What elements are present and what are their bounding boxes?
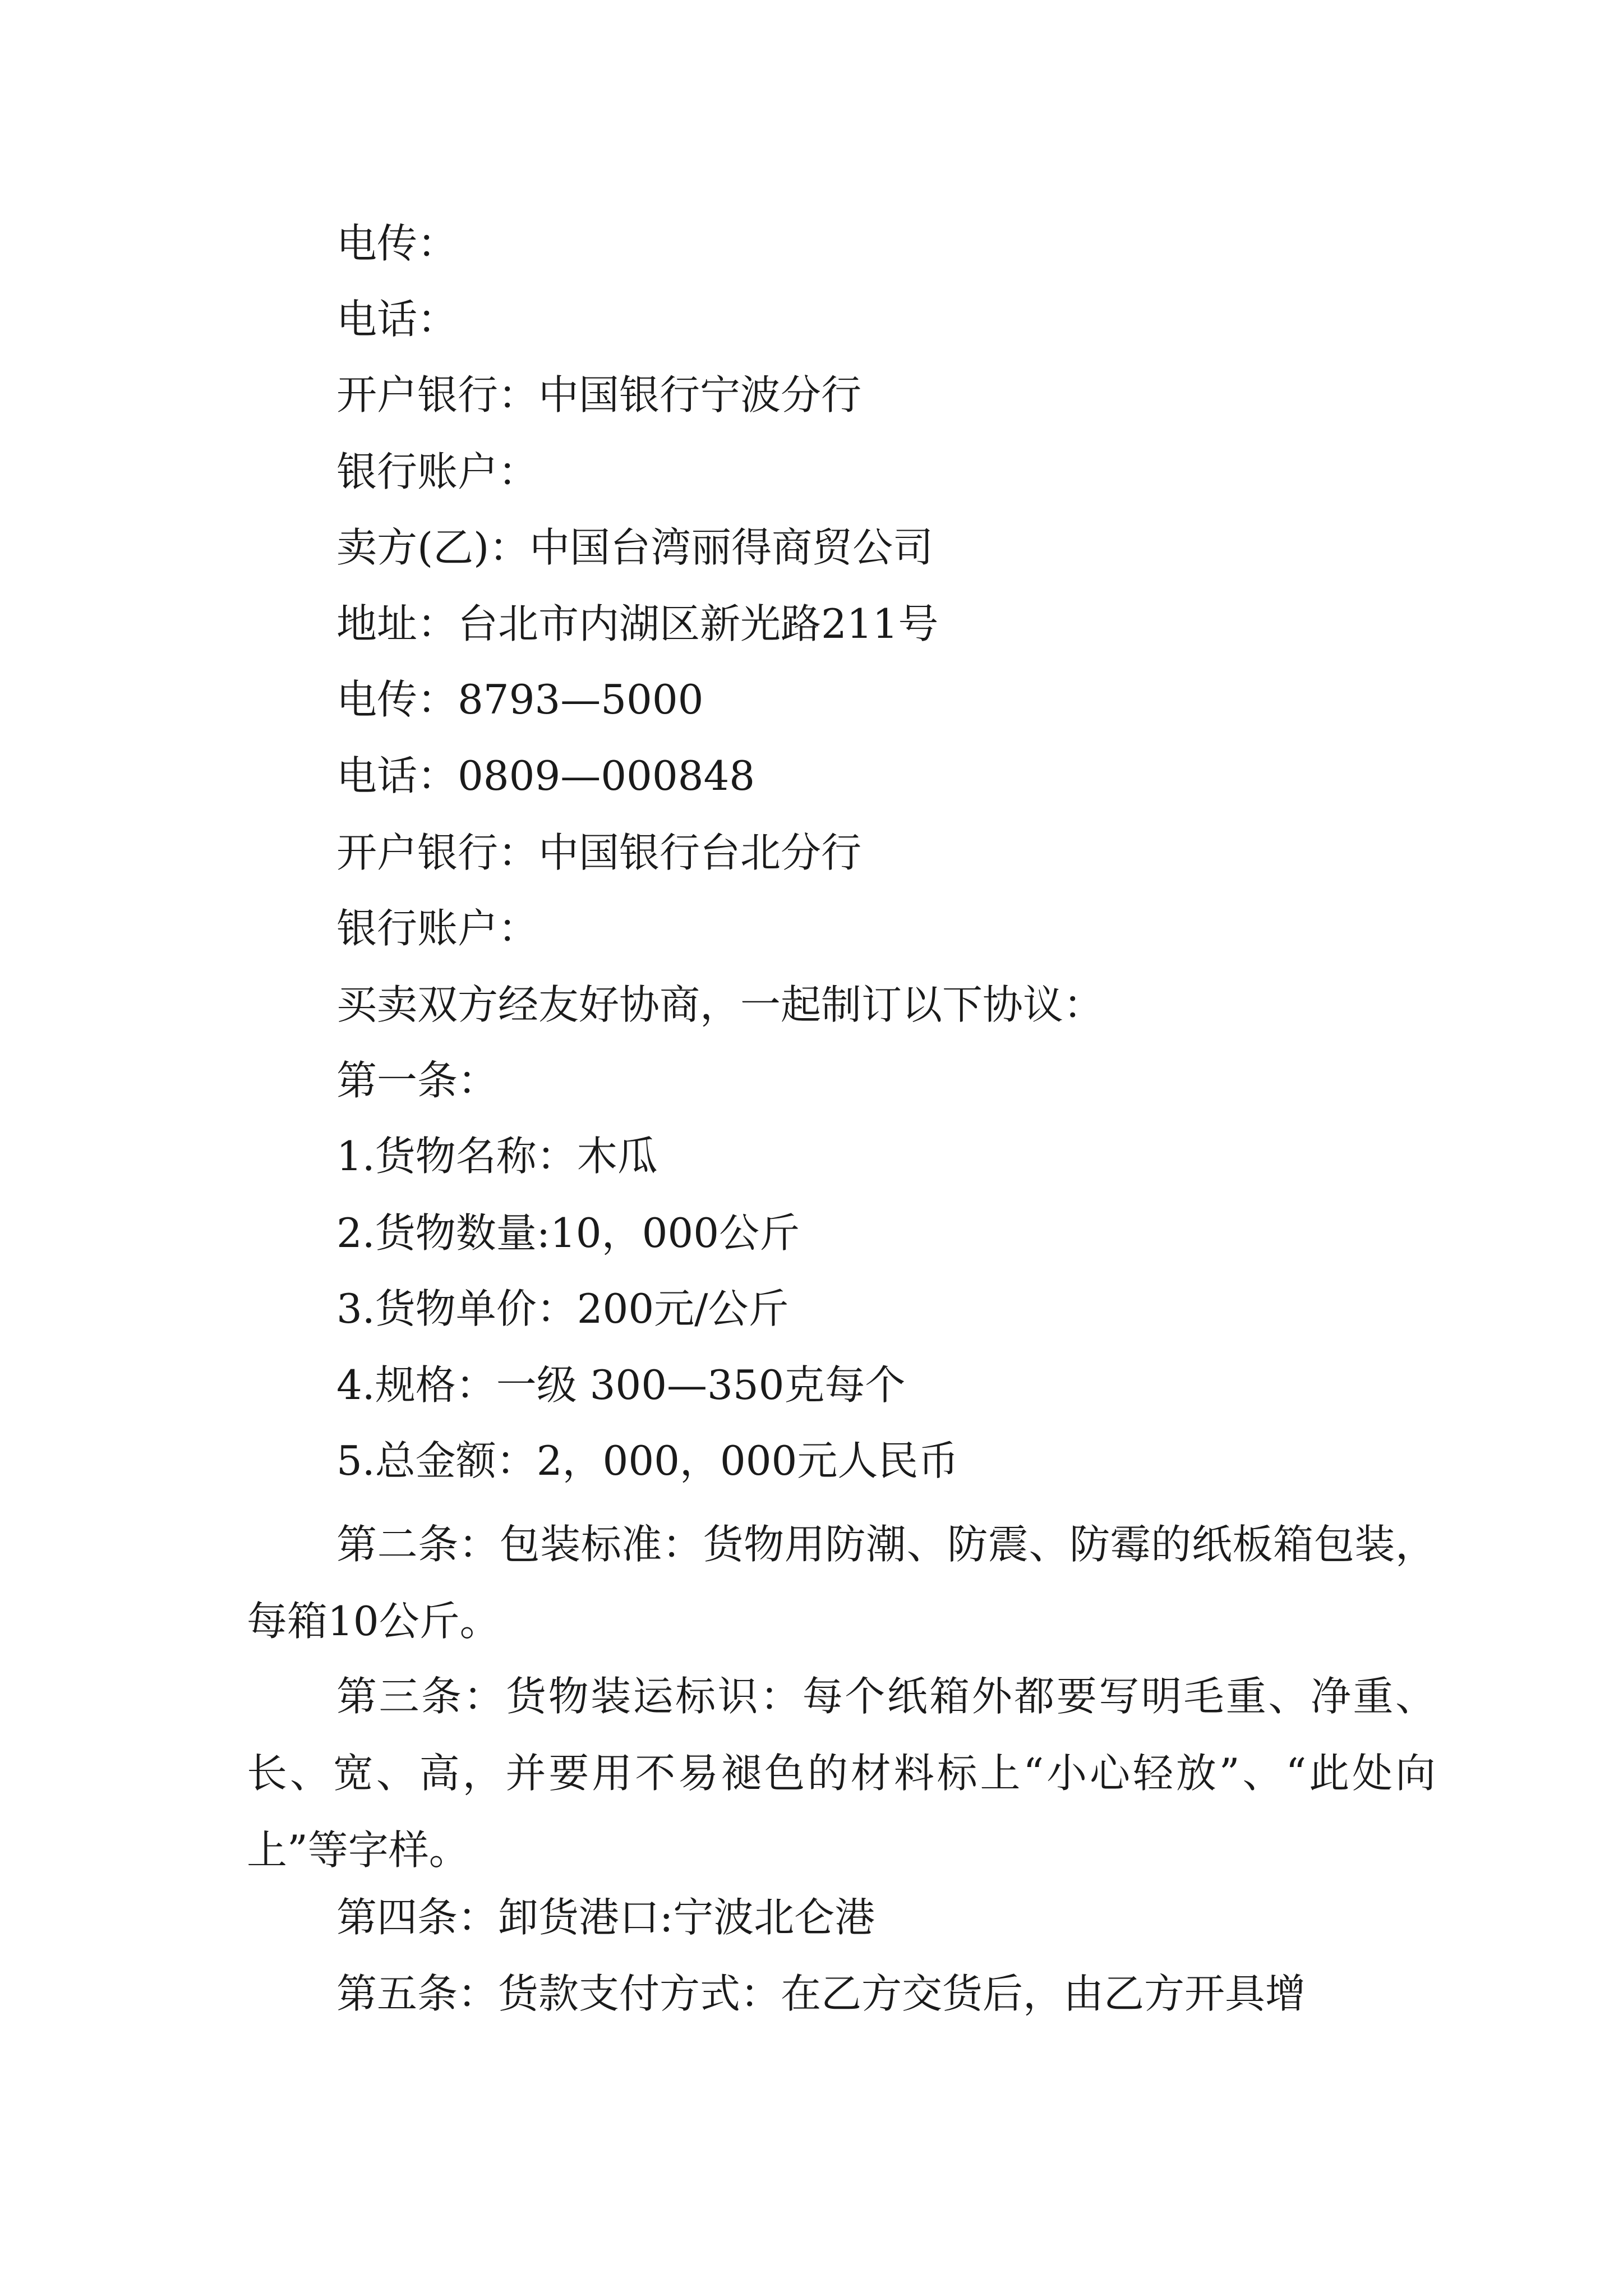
article-2-packaging: 第二条：包装标准：货物用防潮、防震、防霉的纸板箱包装，每箱10公斤。: [247, 1521, 1436, 1645]
goods-unit-price: 3.货物单价：200元/公斤: [336, 1285, 789, 1332]
fax-label: 电传：: [336, 220, 458, 267]
article-3-marking: 第三条：货物装运标识：每个纸箱外都要写明毛重、净重、长、宽、高，并要用不易褪色的材料标上“小心轻放”、“此处向上”等字样。: [247, 1673, 1436, 1874]
buyer-account: 银行账户：: [336, 448, 539, 495]
seller-name: 卖方(乙)：中国台湾丽得商贸公司: [336, 524, 934, 571]
seller-fax: 电传：8793—5000: [336, 676, 704, 723]
seller-address: 地址：台北市内湖区新光路211号: [336, 600, 939, 647]
total-amount: 5.总金额：2，000，000元人民币: [336, 1437, 959, 1484]
seller-account: 银行账户：: [336, 905, 539, 952]
buyer-bank: 开户银行：中国银行宁波分行: [336, 371, 862, 418]
article-1-heading: 第一条：: [336, 1057, 499, 1104]
article-4-port: 第四条：卸货港口:宁波北仑港: [336, 1894, 875, 1941]
seller-phone: 电话：0809—000848: [336, 752, 755, 799]
article-5-payment: 第五条：货款支付方式：在乙方交货后，由乙方开具增: [336, 1970, 1306, 2017]
agreement-intro: 买卖双方经友好协商，一起制订以下协议：: [336, 981, 1104, 1028]
goods-spec: 4.规格：一级 300—350克每个: [336, 1361, 906, 1409]
goods-name: 1.货物名称：木瓜: [336, 1133, 658, 1180]
phone-label: 电话：: [336, 296, 458, 343]
goods-quantity: 2.货物数量:10，000公斤: [336, 1209, 800, 1257]
seller-bank: 开户银行：中国银行台北分行: [336, 829, 862, 876]
